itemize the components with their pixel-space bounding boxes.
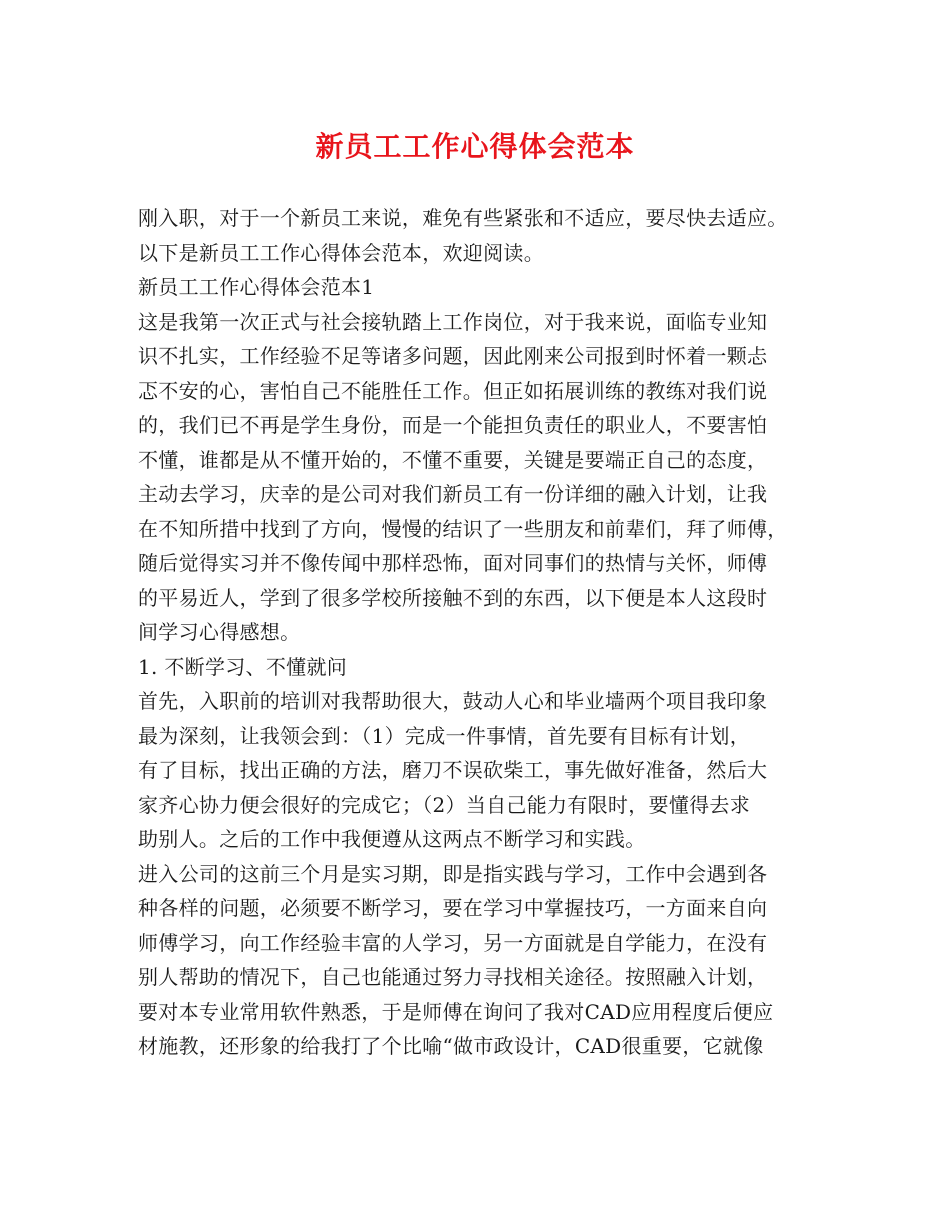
document-title: 新员工工作心得体会范本 xyxy=(315,130,635,163)
body-line: 在不知所措中找到了方向，慢慢的结识了一些朋友和前辈们，拜了师傅， xyxy=(138,516,788,541)
body-line: 最为深刻，让我领会到：（1）完成一件事情，首先要有目标有计划， xyxy=(138,723,751,748)
body-line: 刚入职，对于一个新员工来说，难免有些紧张和不适应，要尽快去适应。 xyxy=(138,206,788,230)
numbered-heading: 1. 不断学习、不懂就问 xyxy=(138,654,348,679)
body-line: 主动去学习，庆幸的是公司对我们新员工有一份详细的融入计划，让我 xyxy=(138,482,768,506)
body-line: 有了目标，找出正确的方法，磨刀不误砍柴工，事先做好准备，然后大 xyxy=(138,758,768,782)
body-line: 忑不安的心，害怕自己不能胜任工作。但正如拓展训练的教练对我们说 xyxy=(138,378,768,403)
body-line: 间学习心得感想。 xyxy=(138,620,301,644)
document-body xyxy=(138,201,828,1064)
body-line: 首先，入职前的培训对我帮助很大，鼓动人心和毕业墙两个项目我印象 xyxy=(138,689,768,713)
body-line: 种各样的问题，必须要不断学习，要在学习中掌握技巧，一方面来自向 xyxy=(138,896,768,920)
body-line: 识不扎实，工作经验不足等诸多问题，因此刚来公司报到时怀着一颗忐 xyxy=(138,344,768,368)
body-line: 不懂，谁都是从不懂开始的，不懂不重要，关键是要端正自己的态度， xyxy=(138,447,768,472)
body-line: 助别人。之后的工作中我便遵从这两点不断学习和实践。 xyxy=(138,827,646,851)
section-heading: 新员工工作心得体会范本1 xyxy=(138,275,375,299)
body-line: 要对本专业常用软件熟悉，于是师傅在询问了我对CAD应用程度后便应 xyxy=(138,999,774,1024)
body-line: 随后觉得实习并不像传闻中那样恐怖，面对同事们的热情与关怀，师傅 xyxy=(138,551,768,575)
body-line: 的平易近人，学到了很多学校所接触不到的东西，以下便是本人这段时 xyxy=(138,585,768,610)
body-line: 别人帮助的情况下，自己也能通过努力寻找相关途径。按照融入计划， xyxy=(138,965,768,989)
body-line: 师傅学习，向工作经验丰富的人学习，另一方面就是自学能力，在没有 xyxy=(138,930,768,955)
body-line: 进入公司的这前三个月是实习期，即是指实践与学习，工作中会遇到各 xyxy=(138,861,768,886)
body-line: 家齐心协力便会很好的完成它；（2）当自己能力有限时，要懂得去求 xyxy=(138,792,751,817)
body-line: 以下是新员工工作心得体会范本，欢迎阅读。 xyxy=(138,240,544,265)
body-line: 材施教，还形象的给我打了个比喻“做市政设计，CAD很重要，它就像 xyxy=(138,1034,764,1058)
body-line: 这是我第一次正式与社会接轨踏上工作岗位，对于我来说，面临专业知 xyxy=(138,309,768,334)
body-line: 的，我们已不再是学生身份，而是一个能担负责任的职业人，不要害怕 xyxy=(138,413,768,437)
